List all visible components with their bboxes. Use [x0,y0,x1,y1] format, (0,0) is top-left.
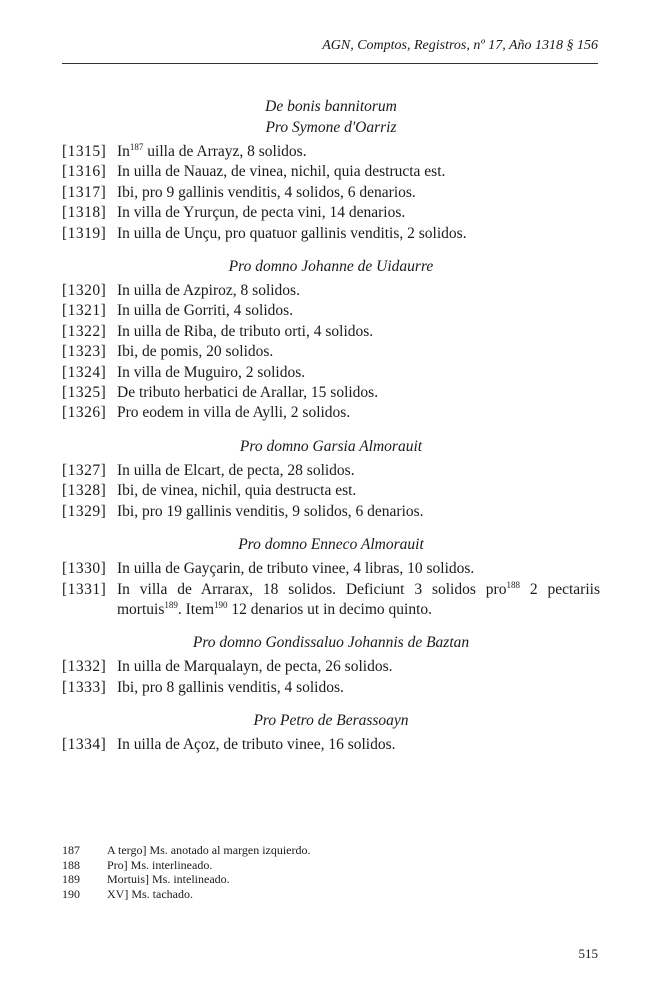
section-heading: Pro Symone d'Oarriz [265,119,397,136]
entry-text-part: 2 pectariis mortuis [117,580,600,618]
header-rule [62,63,598,64]
entry-row [62,481,600,501]
footnote-number: 188 [62,857,80,872]
footnote-number: 189 [62,872,80,887]
entry-text-part: Ibi, de vinea, nichil, quia destructa est. [117,482,357,500]
footnote-text: Pro] Ms. interlineado. [107,857,213,872]
section [62,632,600,698]
footnotes [62,843,600,901]
entry-number: [1326] [62,404,107,422]
entry-text-part: Ibi, pro 19 gallinis venditis, 9 solidos, 6 denarios. [117,502,424,520]
entry-text-part: uilla de Arrayz, 8 solidos. [143,143,307,160]
footnote-ref: 188 [506,579,520,590]
footnote-text: XV] Ms. tachado. [107,886,193,901]
entry-text [117,342,600,362]
entry-row [62,678,600,698]
entry-row [62,342,600,362]
footnote-number: 187 [62,843,80,857]
entry-text [117,403,600,423]
entry-text-part: Ibi, de pomis, 20 solidos. [117,343,274,361]
section [62,96,600,244]
section-heading: Pro domno Garsia Almorauit [239,437,423,455]
footnote [62,843,600,858]
entry-text [117,678,600,698]
entry-number: [1329] [62,502,107,520]
entry-text [117,162,600,182]
document-body [62,96,600,756]
entry-text-part: 12 denarios ut in decimo quinto. [227,600,433,618]
entry-row [62,559,600,579]
entry-number: [1325] [62,384,107,402]
entry-row [62,502,600,522]
entry-text-part: In uilla de Açoz, de tributo vinee, 16 solidos. [117,736,396,754]
entry-text [117,481,600,501]
entry-text [117,735,600,755]
footnote-text: Mortuis] Ms. intelineado. [107,872,230,887]
section [62,534,600,620]
entry-text-part: In villa de Yrurçun, de pecta vini, 14 denarios. [117,204,406,222]
entry-row [62,657,600,677]
entry-number: [1330] [62,560,107,578]
entry-text-part: In uilla de Gayçarin, de tributo vinee, 4 libras, 10 solidos. [117,560,475,578]
entry-number: [1327] [62,461,107,479]
entry-text [117,301,600,321]
entry-text-part: In [117,143,130,160]
entry-row [62,281,600,301]
entry-text-part: Ibi, pro 8 gallinis venditis, 4 solidos. [117,678,344,696]
section-heading: De bonis bannitorum [265,98,397,115]
entry-row [62,224,600,244]
entry-text [117,183,600,203]
entry-number: [1328] [62,482,107,500]
footnote-ref: 187 [129,142,144,152]
entry-text-part: In uilla de Azpiroz, 8 solidos. [117,282,300,300]
entry-number: [1321] [62,302,107,320]
entry-text-part: In villa de Arrarax, 18 solidos. Deficiunt 3 solidos pro [117,580,507,598]
entry-row [62,363,600,383]
entry-row [62,301,600,321]
entry-text [117,363,600,383]
entry-row [62,162,600,182]
entry-text [117,322,600,342]
entry-number: [1320] [62,282,107,300]
footnote [62,858,600,873]
footnote-text: A tergo] Ms. anotado al margen izquierdo. [107,843,311,857]
section [62,436,600,522]
footnote-ref: 189 [164,599,178,610]
entry-number: [1317] [62,183,107,201]
footnote [62,887,600,902]
entry-number: [1318] [62,204,107,222]
entry-text [117,502,600,522]
footnote-ref: 190 [214,599,228,610]
entry-text-part: . Item [177,600,215,618]
section-heading: Pro domno Gondissaluo Johannis de Baztan [192,634,470,652]
entry-text-part: In uilla de Riba, de tributo orti, 4 solidos. [117,322,374,340]
entry-text-part: Pro eodem in villa de Aylli, 2 solidos. [117,404,351,422]
entry-number: [1316] [62,163,107,181]
entry-text [117,383,600,403]
entry-number: [1332] [62,658,107,676]
entry-number: [1331] [62,580,107,598]
entry-number: [1323] [62,343,107,361]
entry-text-part: Ibi, pro 9 gallinis venditis, 4 solidos, 6 denarios. [117,183,416,201]
entry-row [62,322,600,342]
entry-text-part: De tributo herbatici de Arallar, 15 solidos. [117,384,379,402]
footnote-number: 190 [62,886,80,901]
page-number: 515 [578,946,598,961]
entry-number: [1319] [62,224,107,242]
entry-number: [1334] [62,736,107,754]
entry-text [117,142,600,162]
entry-text-part: In villa de Muguiro, 2 solidos. [117,363,306,381]
entry-number: [1322] [62,322,107,340]
entry-number: [1324] [62,363,107,381]
entry-text [117,657,600,677]
section [62,256,600,424]
entry-row [62,580,600,621]
entry-text-part: In uilla de Unçu, pro quatuor gallinis venditis, 2 solidos. [117,224,467,242]
footnote [62,872,600,887]
entry-text [117,559,600,579]
entry-row [62,461,600,481]
section-heading: Pro domno Enneco Almorauit [238,536,424,554]
entry-text [117,203,600,223]
entry-text [117,224,600,244]
entry-number: [1315] [62,143,107,160]
entry-row [62,183,600,203]
entry-number: [1333] [62,678,107,696]
entry-row [62,203,600,223]
entry-text-part: In uilla de Gorriti, 4 solidos. [117,302,294,320]
section-heading: Pro domno Johanne de Uidaurre [228,258,434,276]
entry-text [117,461,600,481]
entry-text [117,580,600,621]
section [62,710,600,755]
entry-text [117,281,600,301]
running-head: AGN, Comptos, Registros, nº 17, Año 1318 § 156 [322,38,598,53]
entry-text-part: In uilla de Nauaz, de vinea, nichil, quia destructa est. [117,163,446,181]
entry-text-part: In uilla de Elcart, de pecta, 28 solidos. [117,461,355,479]
entry-text-part: In uilla de Marqualayn, de pecta, 26 solidos. [117,658,393,676]
entry-row [62,142,600,162]
entry-row [62,403,600,423]
entry-row [62,735,600,755]
section-heading: Pro Petro de Berassoayn [253,712,409,730]
entry-row [62,383,600,403]
